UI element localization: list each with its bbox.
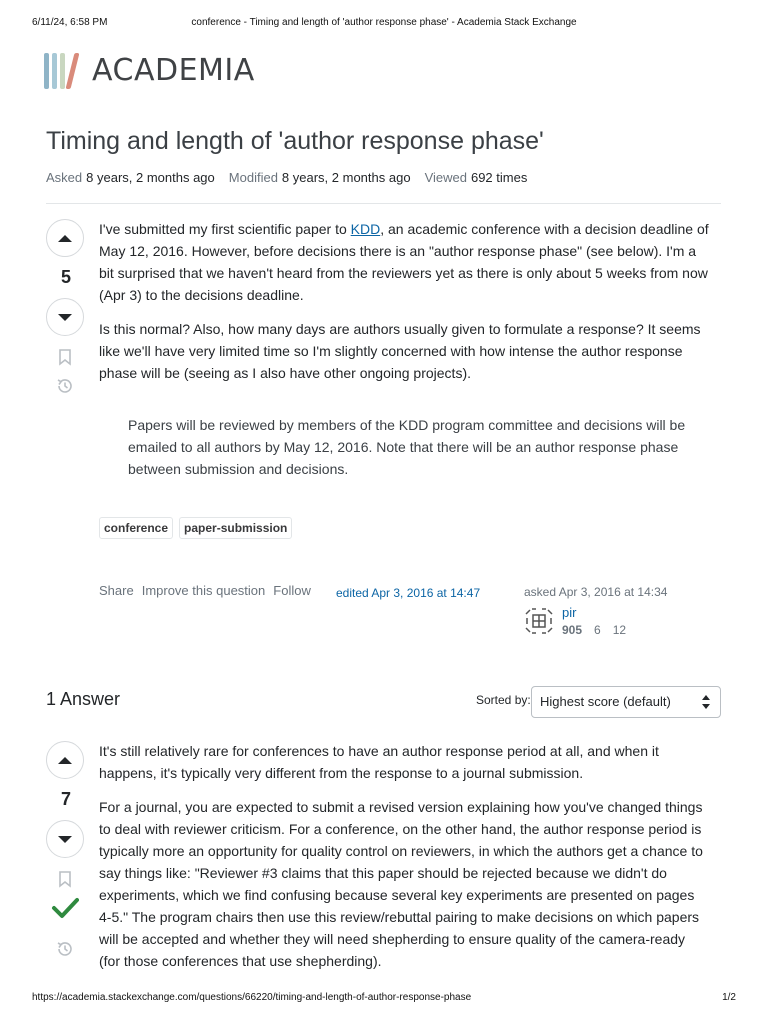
downvote-button[interactable] <box>46 298 84 336</box>
upvote-button[interactable] <box>46 219 84 257</box>
question-tags <box>99 517 292 539</box>
user-avatar[interactable] <box>524 606 554 636</box>
tag-conference[interactable]: conference <box>99 517 173 539</box>
select-arrows-icon <box>702 695 710 709</box>
tag-paper-submission[interactable]: paper-submission <box>179 517 292 539</box>
kdd-link[interactable]: KDD <box>350 221 381 237</box>
question-paragraph: I've submitted my first scientific paper to KDD, an academic conference with a decision deadline of May 12, 2016. However, before decisions there is an "author response phase" (see below). I'm a bit surprised that we haven't heard from the reviewers yet as there is only about 5 weeks from now (Apr 3) to the decisions deadline. <box>99 221 709 303</box>
answers-count-heading: 1 Answer <box>46 689 121 709</box>
question-vote-column <box>46 219 86 336</box>
print-url: https://academia.stackexchange.com/questions/66220/timing-and-length-of-author-response-phase <box>32 992 472 1003</box>
history-icon[interactable] <box>55 939 75 959</box>
edited-link[interactable]: edited Apr 3, 2016 at 14:47 <box>336 586 481 600</box>
share-link[interactable]: Share <box>99 583 134 598</box>
upvote-icon <box>58 235 72 242</box>
follow-link[interactable]: Follow <box>273 583 311 598</box>
title-divider <box>46 203 721 204</box>
asked-value: 8 years, 2 months ago <box>86 170 215 185</box>
print-title: conference - Timing and length of 'author response phase' - Academia Stack Exchange <box>191 17 577 28</box>
modified-value[interactable]: 8 years, 2 months ago <box>281 170 411 185</box>
answer-paragraph: For a journal, you are expected to submit a revised version explaining how you've changed things to deal with reviewer criticism. For a conference, on the other hand, the author response period is typically more an opportunity for quality control on reviewers, in which the authors get a chance to say things like: "Reviewer #3 claims that this paper should be rejected because we didn't do experiments, which we find confusing because several key experiments are presented on pages 4-5." The program chairs then use this review/rebuttal pairing to make decisions on which papers will be accepted and whether they will need shepherding to ensure quality of the camera-ready (for those conferences that use shepherding). <box>99 799 703 969</box>
answer-score: 7 <box>60 789 71 809</box>
history-icon[interactable] <box>55 376 75 396</box>
print-page-number: 1/2 <box>722 992 736 1003</box>
upvote-button[interactable] <box>46 741 84 779</box>
post-menu <box>99 583 311 598</box>
site-logo[interactable] <box>42 50 255 92</box>
question-paragraph: Is this normal? Also, how many days are authors usually given to formulate a response? It seems like we'll have very limited time so I'm slightly concerned with how intense the author response phase will be (seeing as I also have other ongoing projects). <box>99 321 701 381</box>
improve-question-link[interactable]: Improve this question <box>141 583 266 598</box>
sort-select[interactable] <box>531 686 721 718</box>
user-name[interactable]: pir <box>562 605 577 620</box>
bronze-badge-count: 12 <box>612 623 627 637</box>
bookmark-icon[interactable] <box>57 348 73 366</box>
blockquote: Papers will be reviewed by members of the KDD program committee and decisions will be emailed to all authors by May 12, 2016. Note that there will be an author response phase between submission and decisions. <box>128 417 686 477</box>
user-reputation: 905 6 12 <box>562 623 627 637</box>
sort-selected-value: Highest score (default) <box>540 694 671 709</box>
accepted-checkmark-icon <box>51 896 79 920</box>
answer-body <box>99 740 709 984</box>
print-footer <box>32 992 736 1006</box>
asked-label: Asked <box>46 170 83 185</box>
sort-label: Sorted by: <box>476 693 531 707</box>
bookmark-icon[interactable] <box>57 870 73 888</box>
asked-timestamp: asked Apr 3, 2016 at 14:34 <box>524 585 668 599</box>
downvote-button[interactable] <box>46 820 84 858</box>
question-meta <box>46 170 541 185</box>
question-body <box>99 218 709 396</box>
answer-vote-column <box>46 741 86 858</box>
print-header <box>32 17 736 31</box>
modified-label: Modified <box>228 170 278 185</box>
downvote-icon <box>58 314 72 321</box>
viewed-label: Viewed <box>424 170 467 185</box>
upvote-icon <box>58 757 72 764</box>
silver-badge-count: 6 <box>594 623 601 637</box>
logo-mark-icon <box>42 51 86 91</box>
answer-paragraph: It's still relatively rare for conferences to have an author response period at all, and when it happens, it's typically very different from the response to a journal submission. <box>99 743 659 781</box>
downvote-icon <box>58 836 72 843</box>
viewed-value: 692 times <box>470 170 528 185</box>
question-title[interactable]: Timing and length of 'author response phase' <box>46 127 544 155</box>
print-date: 6/11/24, 6:58 PM <box>32 17 108 28</box>
site-name: ACADEMIA <box>92 53 255 88</box>
question-score: 5 <box>60 267 71 287</box>
